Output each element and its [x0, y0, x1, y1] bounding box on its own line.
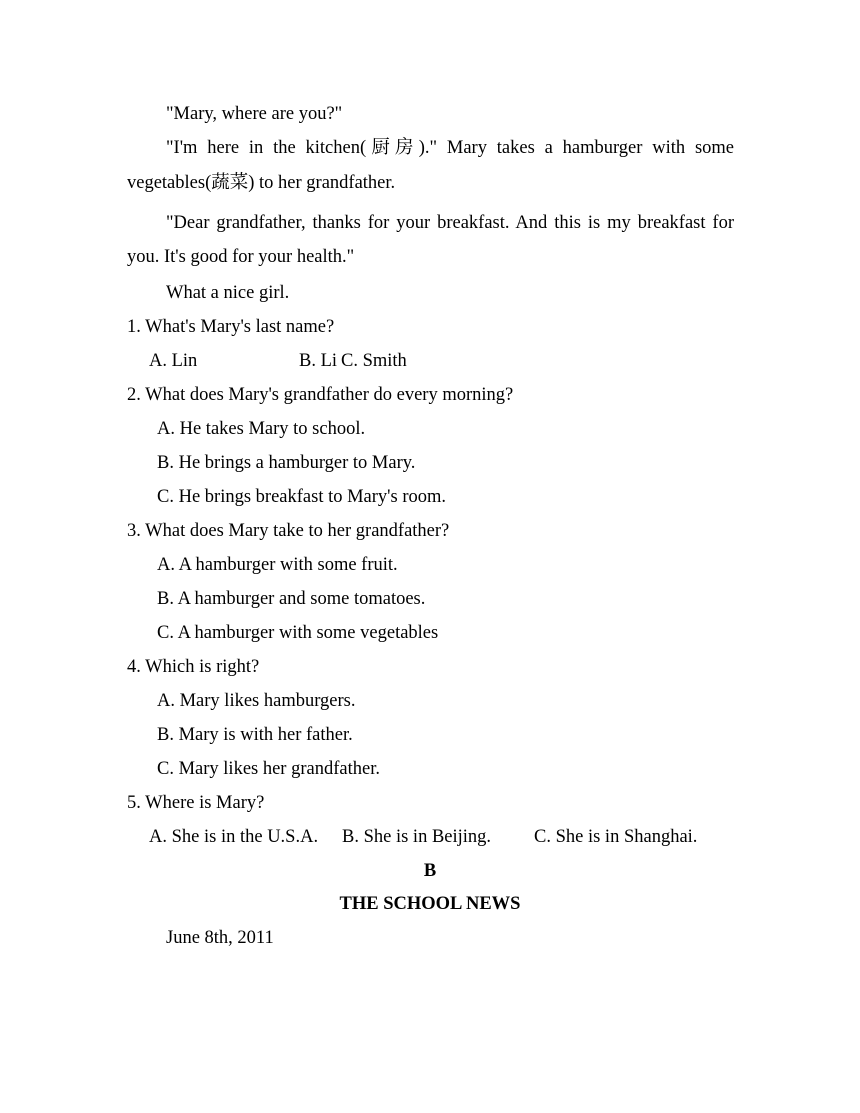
- question-2: 2. What does Mary's grandfather do every morning?: [127, 385, 514, 405]
- question-4-option-a: A. Mary likes hamburgers.: [157, 691, 356, 711]
- section-letter: B: [423, 861, 437, 881]
- question-4: 4. Which is right?: [127, 657, 260, 677]
- story-line-4: What a nice girl.: [166, 283, 290, 303]
- question-1-option-b: B. Li: [299, 351, 338, 371]
- story-line-1: "Mary, where are you?": [166, 104, 343, 124]
- story-paragraph-3-text: "Dear grandfather, thanks for your breakfast. And this is my breakfast for you. It's good for your health.": [127, 213, 734, 267]
- question-4-option-b: B. Mary is with her father.: [157, 725, 353, 745]
- question-1: 1. What's Mary's last name?: [127, 317, 335, 337]
- question-3: 3. What does Mary take to her grandfather?: [127, 521, 450, 541]
- question-3-option-b: B. A hamburger and some tomatoes.: [157, 589, 426, 609]
- question-4-option-c: C. Mary likes her grandfather.: [157, 759, 380, 779]
- question-5-option-a: A. She is in the U.S.A.: [149, 827, 319, 847]
- question-1-option-c: C. Smith: [341, 351, 407, 371]
- story-paragraph-2: [127, 131, 734, 201]
- news-date: June 8th, 2011: [166, 928, 274, 948]
- question-5-option-b: B. She is in Beijing.: [342, 827, 492, 847]
- question-3-option-c: C. A hamburger with some vegetables: [157, 623, 439, 643]
- question-2-option-b: B. He brings a hamburger to Mary.: [157, 453, 416, 473]
- question-2-option-a: A. He takes Mary to school.: [157, 419, 366, 439]
- question-3-option-a: A. A hamburger with some fruit.: [157, 555, 398, 575]
- question-2-option-c: C. He brings breakfast to Mary's room.: [157, 487, 446, 507]
- question-1-option-a: A. Lin: [149, 351, 198, 371]
- section-title: THE SCHOOL NEWS: [339, 894, 521, 914]
- question-5-option-c: C. She is in Shanghai.: [534, 827, 698, 847]
- question-5: 5. Where is Mary?: [127, 793, 265, 813]
- story-paragraph-3: [127, 206, 734, 274]
- story-paragraph-2-text: "I'm here in the kitchen(厨房)." Mary takes a hamburger with some vegetables(蔬菜) to her grandfather.: [127, 138, 734, 193]
